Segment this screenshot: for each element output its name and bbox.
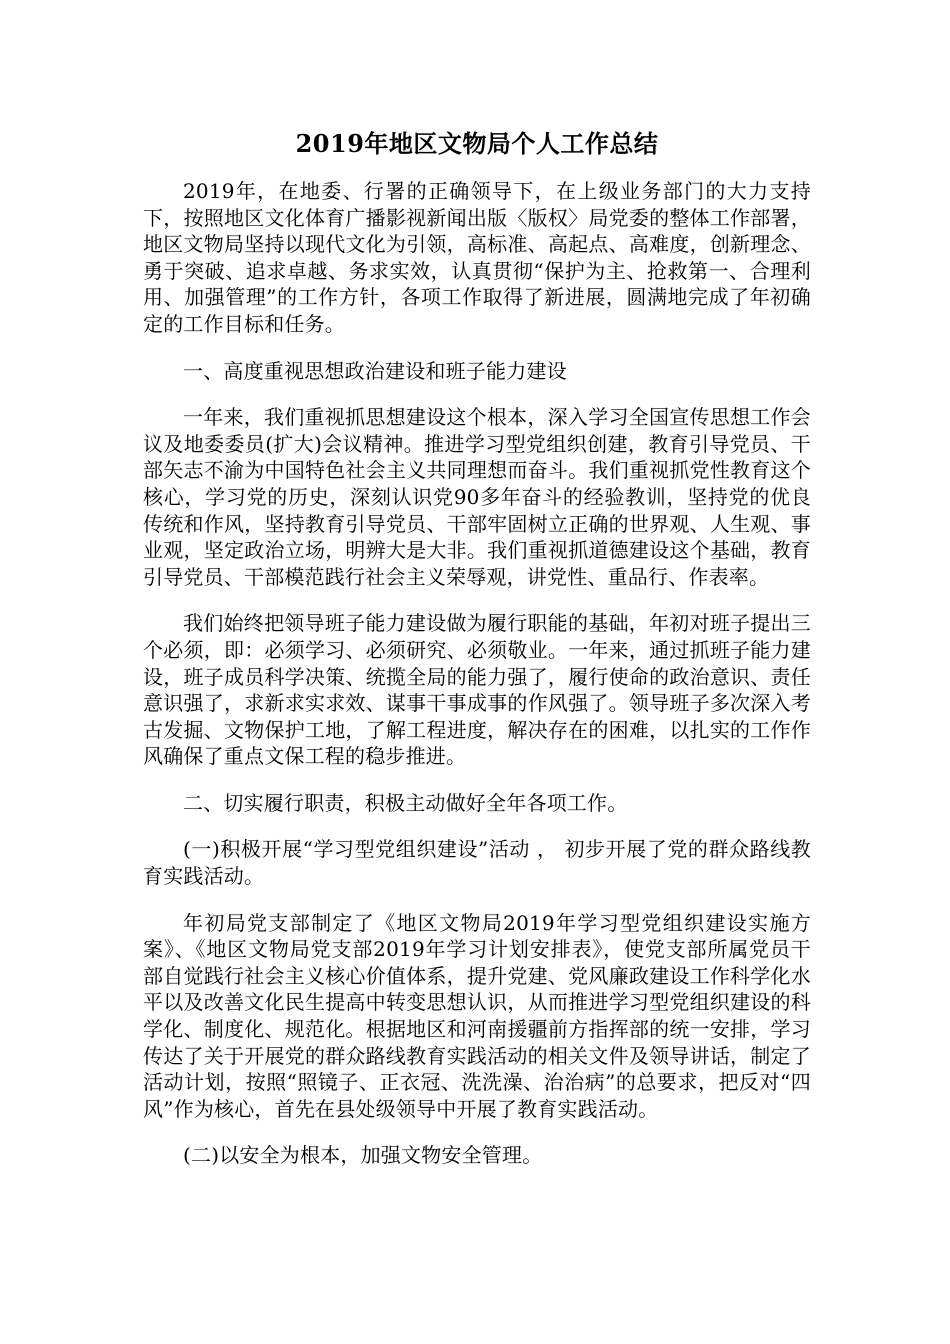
document-page xyxy=(143,128,811,1189)
section-heading-2: 二、切实履行职责，积极主动做好全年各项工作。 xyxy=(183,790,628,815)
subsection-1-paragraph: 年初局党支部制定了《地区文物局2019年学习型党组织建设实施方案》、《地区文物局党支部2019年学习计划安排表》，使党支部所属党员干部自觉践行社会主义核心价值体系，提升党建、党风廉政建设工作科学化水平以及改善文化民生提高中转变思想认识，从而推进学习型党组织建设的科学化、制度化、规范化。根据地区和河南援疆前方指挥部的统一安排，学习传达了关于开展党的群众路线教育实践活动的相关文件及领导讲话，制定了活动计划，按照“照镜子、正衣冠、洗洗澡、治治病”的总要求，把反对“四风”作为核心，首先在县处级领导中开展了教育实践活动。 xyxy=(143,910,811,1121)
intro-paragraph: 2019年，在地委、行署的正确领导下，在上级业务部门的大力支持下，按照地区文化体育广播影视新闻出版〈版权〉局党委的整体工作部署，地区文物局坚持以现代文化为引领，高标准、高起点、高难度，创新理念、勇于突破、追求卓越、务求实效，认真贯彻“保护为主、抢救第一、合理利用、加强管理”的工作方针，各项工作取得了新进展，圆满地完成了年初确定的工作目标和任务。 xyxy=(143,179,811,336)
subsection-heading-1: (一)积极开展“学习型党组织建设”活动 ， 初步开展了党的群众路线教育实践活动。 xyxy=(143,837,811,889)
section-1-paragraph-1: 一年来，我们重视抓思想建设这个根本，深入学习全国宣传思想工作会议及地委委员(扩大)会议精神。推进学习型党组织创建，教育引导党员、干部矢志不渝为中国特色社会主义共同理想而奋斗。我们重视抓党性教育这个核心，学习党的历史，深刻认识党90多年奋斗的经验教训，坚持党的优良传统和作风，坚持教育引导党员、干部牢固树立正确的世界观、人生观、事业观，坚定政治立场，明辨大是大非。我们重视抓道德建设这个基础，教育引导党员、干部模范践行社会主义荣辱观，讲党性、重品行、作表率。 xyxy=(143,405,811,589)
subsection-heading-2: (二)以安全为根本，加强文物安全管理。 xyxy=(183,1143,543,1168)
section-heading-1: 一、高度重视思想政治建设和班子能力建设 xyxy=(183,358,567,383)
document-title: 2019年地区文物局个人工作总结 xyxy=(295,129,659,158)
section-1-paragraph-2: 我们始终把领导班子能力建设做为履行职能的基础，年初对班子提出三个必须，即：必须学习、必须研究、必须敬业。一年来，通过抓班子能力建设，班子成员科学决策、统揽全局的能力强了，履行使命的政治意识、责任意识强了，求新求实求效、谋事干事成事的作风强了。领导班子多次深入考古发掘、文物保护工地，了解工程进度，解决存在的困难，以扎实的工作作风确保了重点文保工程的稳步推进。 xyxy=(143,611,811,769)
